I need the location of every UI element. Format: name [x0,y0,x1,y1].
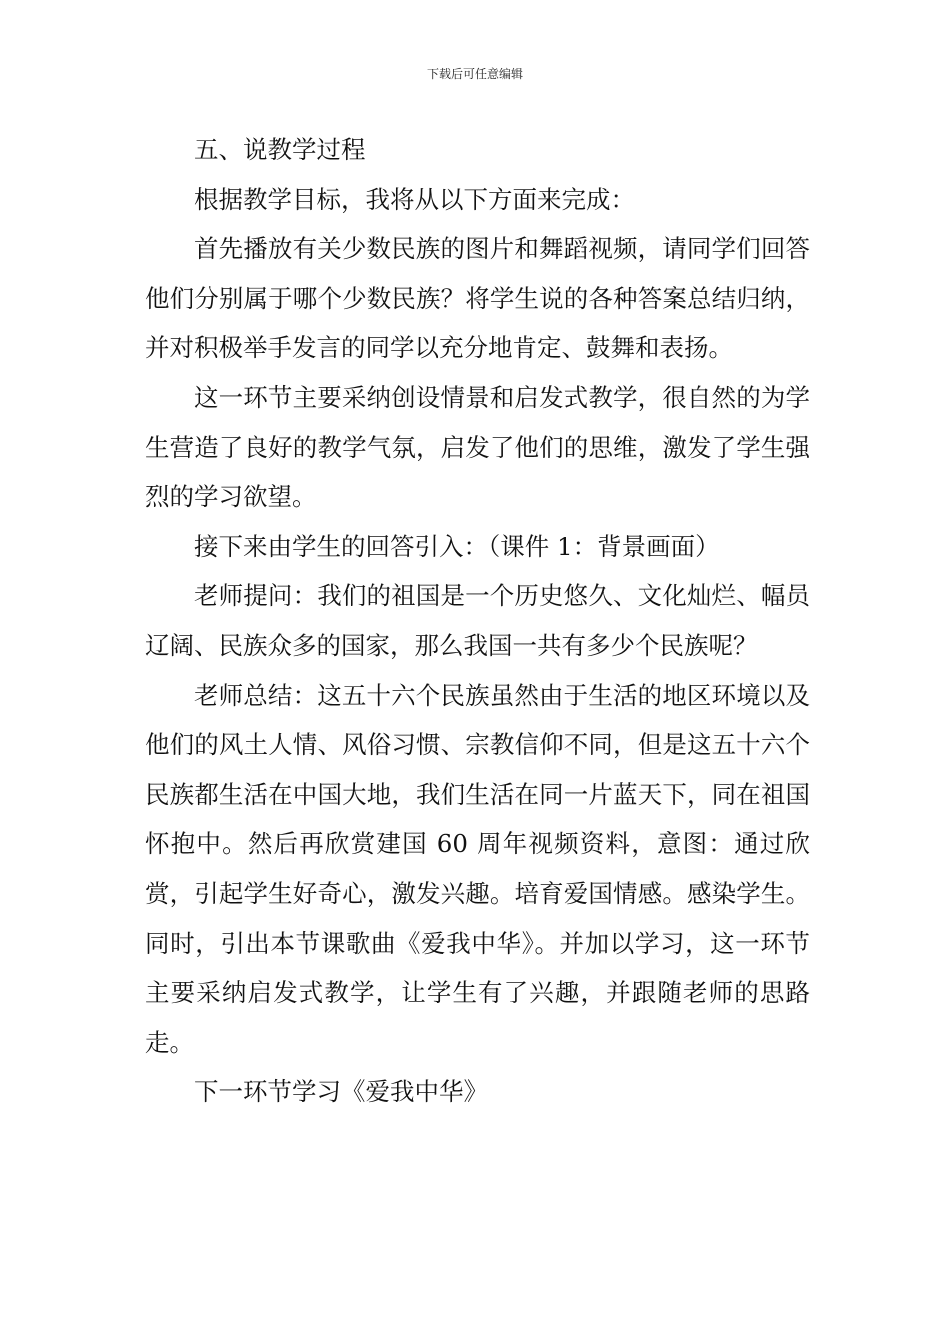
paragraph-question: 老师提问：我们的祖国是一个历史悠久、文化灿烂、幅员辽阔、民族众多的国家，那么我国一共有多少个民族呢？ [145,581,810,660]
paragraph-courseware: 接下来由学生的回答引入：（课件 1：背景画面） [194,531,720,561]
page-header: 下载后可任意编辑 [426,67,523,81]
paragraph-intro: 根据教学目标，我将从以下方面来完成： [194,184,635,214]
section-heading: 五、说教学过程 [194,135,366,164]
paragraph-video: 首先播放有关少数民族的图片和舞蹈视频，请同学们回答他们分别属于哪个少数民族？将学生说的各种答案总结归纳，并对积极举手发言的同学以充分地肯定、鼓舞和表扬。 [145,234,810,363]
paragraph-next: 下一环节学习《爱我中华》 [194,1077,488,1107]
paragraph-summary: 老师总结：这五十六个民族虽然由于生活的地区环境以及他们的风土人情、风俗习惯、宗教信仰不同，但是这五十六个民族都生活在中国大地，我们生活在同一片蓝天下，同在祖国怀抱中。然后再欣赏建国 60 周年视频资料，意图：通过欣赏，引起学生好奇心，激发兴趣。培育爱国情感。感染学生。同时，引出本节课歌曲《爱我中华》。并加以学习，这一环节主要采纳启发式教学，让学生有了兴趣，并跟随老师的思路走。 [145,680,810,1057]
paragraph-method: 这一环节主要采纳创设情景和启发式教学，很自然的为学生营造了良好的教学气氛，启发了他们的思维，激发了学生强烈的学习欲望。 [145,382,810,512]
document-body [145,125,810,1117]
